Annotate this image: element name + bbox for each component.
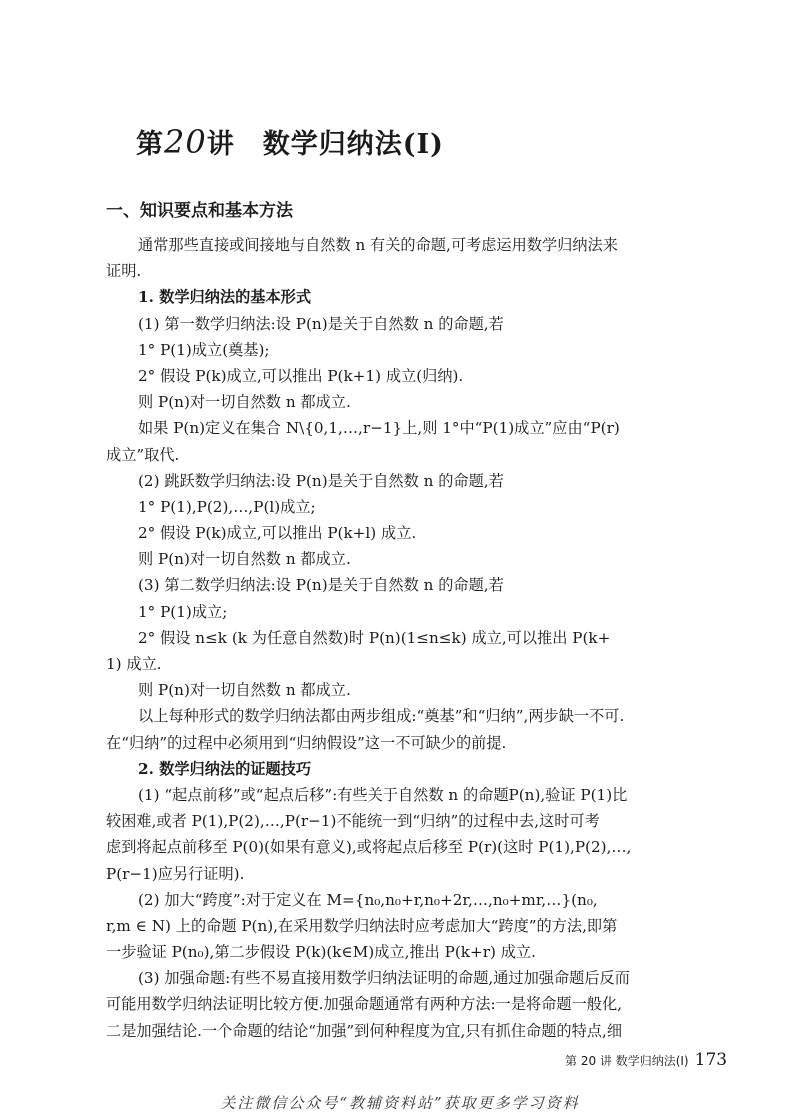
paragraph-line: (1) 第一数学归纳法:设 P(n)是关于自然数 n 的命题,若 — [138, 314, 504, 333]
paragraph-line: 1) 成立. — [106, 655, 162, 673]
chapter-title — [136, 122, 444, 161]
chapter-number: 20 — [164, 123, 207, 161]
paragraph-line: 二是加强结论.一个命题的结论“加强”到何种程度为宜,只有抓住命题的特点,细 — [106, 1021, 623, 1040]
subsection-heading: 1. 数学归纳法的基本形式 — [138, 288, 312, 307]
running-footer — [565, 1050, 727, 1070]
paragraph-line: 2° 假设 P(k)成立,可以推出 P(k+1) 成立(归纳). — [138, 366, 464, 385]
paragraph-line: (2) 加大“跨度”:对于定义在 M={n₀,n₀+r,n₀+2r,…,n₀+mr,…}(n₀, — [138, 890, 598, 909]
paragraph-line: (1) “起点前移”或“起点后移”:有些关于自然数 n 的命题P(n),验证 P(1)比 — [138, 785, 628, 804]
paragraph-line: 1° P(1)成立; — [138, 602, 228, 621]
body-text — [106, 232, 700, 1044]
paragraph-line: 以上每种形式的数学归纳法都由两步组成:“奠基”和“归纳”,两步缺一不可. — [138, 707, 625, 726]
paragraph-line: 一步验证 P(n₀),第二步假设 P(k)(k∈M)成立,推出 P(k+r) 成立. — [106, 943, 536, 962]
paragraph-line: 1° P(1)成立(奠基); — [138, 340, 270, 359]
paragraph-line: 2° 假设 n≤k (k 为任意自然数)时 P(n)(1≤n≤k) 成立,可以推出 P(k+ — [138, 628, 611, 647]
paragraph-line: 可能用数学归纳法证明比较方便.加强命题通常有两种方法:一是将命题一般化, — [106, 995, 622, 1014]
subsection-heading: 2. 数学归纳法的证题技巧 — [138, 759, 312, 778]
paragraph-line: r,m ∈ N) 上的命题 P(n),在采用数学归纳法时应考虑加大“跨度”的方法,即第 — [106, 916, 618, 935]
paragraph-line: 1° P(1),P(2),…,P(l)成立; — [138, 497, 316, 516]
paragraph-line: 虑到将起点前移至 P(0)(如果有意义),或将起点后移至 P(r)(这时 P(1),P(2),…, — [106, 838, 632, 857]
paragraph-line: (3) 第二数学归纳法:设 P(n)是关于自然数 n 的命题,若 — [138, 576, 504, 595]
paragraph-line: 证明. — [106, 262, 142, 281]
chapter-name: 数学归纳法(Ⅰ) — [262, 129, 444, 160]
paragraph-line: 如果 P(n)定义在集合 N\{0,1,…,r−1}上,则 1°中“P(1)成立”应由“P(r) — [138, 419, 620, 438]
paragraph-line: (2) 跳跃数学归纳法:设 P(n)是关于自然数 n 的命题,若 — [138, 471, 504, 490]
section-heading: 一、知识要点和基本方法 — [106, 201, 293, 221]
watermark-text: 关注微信公众号“教辅资料站”获取更多学习资料 — [220, 1094, 580, 1112]
chapter-suffix: 讲 — [206, 129, 235, 160]
paragraph-line: 在“归纳”的过程中必须用到“归纳假设”这一不可缺少的前提. — [106, 733, 507, 752]
paragraph-line: P(r−1)应另行证明). — [106, 864, 245, 883]
paragraph-line: 则 P(n)对一切自然数 n 都成立. — [138, 681, 351, 700]
running-title: 第 20 讲 数学归纳法(Ⅰ) — [565, 1054, 689, 1068]
paragraph-line: 则 P(n)对一切自然数 n 都成立. — [138, 550, 351, 569]
paragraph-line: 通常那些直接或间接地与自然数 n 有关的命题,可考虑运用数学归纳法来 — [138, 236, 618, 254]
paragraph-line: (3) 加强命题:有些不易直接用数学归纳法证明的命题,通过加强命题后反而 — [138, 969, 630, 988]
paragraph-line: 成立”取代. — [106, 445, 180, 464]
chapter-prefix: 第 — [136, 129, 164, 160]
paragraph-line: 则 P(n)对一切自然数 n 都成立. — [138, 393, 351, 412]
paragraph-line: 较困难,或者 P(1),P(2),…,P(r−1)不能统一到“归纳”的过程中去,这时可考 — [106, 812, 600, 831]
page-number: 173 — [694, 1050, 728, 1070]
paragraph-line: 2° 假设 P(k)成立,可以推出 P(k+l) 成立. — [138, 524, 417, 543]
